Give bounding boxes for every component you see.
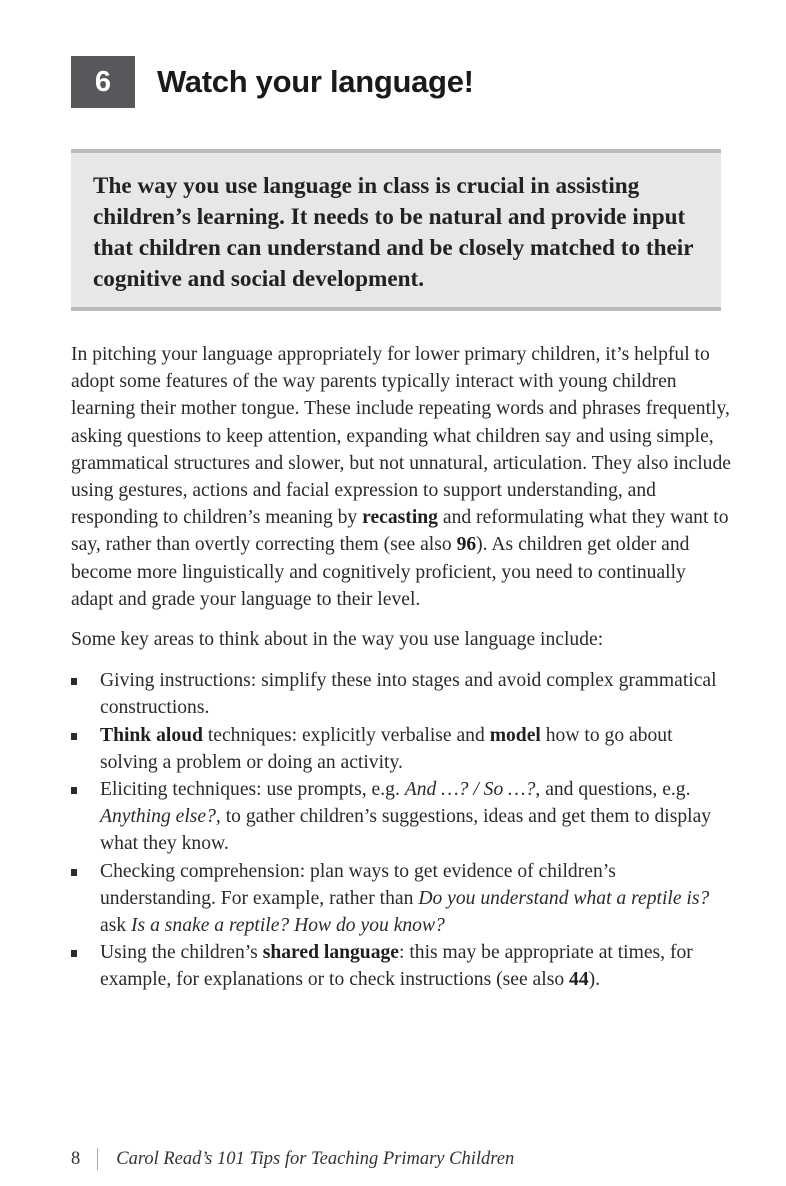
square-bullet-icon bbox=[71, 678, 77, 685]
key-areas-list bbox=[71, 667, 731, 993]
square-bullet-icon bbox=[71, 733, 77, 740]
paragraph-intro bbox=[71, 341, 731, 613]
italic-example: And …? / So …? bbox=[404, 779, 536, 801]
cross-reference: 44 bbox=[569, 969, 589, 991]
list-item bbox=[71, 722, 731, 776]
page-title: Watch your language! bbox=[157, 64, 474, 99]
italic-example: Anything else? bbox=[100, 806, 216, 828]
bold-term: model bbox=[489, 724, 541, 746]
summary-text: The way you use language in class is crucial in assisting children’s learning. It needs to be natural and provide input that children can understand and be closely matched to their cognitive and social development. bbox=[93, 173, 694, 292]
bold-term: Think aloud bbox=[100, 724, 203, 746]
text-run: In pitching your language appropriately for lower primary children, it’s helpful to adopt some features of the way parents typically interact with young children learning their mother tongue. These include repeating words and phrases frequently, asking questions to keep attention, expanding what children say and using simple, grammatical structures and slower, but not unnatural, articulation. They also include using gestures, actions and facial expression to support understanding, and responding to children’s meaning by bbox=[71, 344, 731, 529]
cross-reference: 96 bbox=[456, 534, 477, 556]
bold-term: shared language bbox=[262, 942, 399, 964]
text-run: and reformulating what they want to say, rather than overtly correcting them (see also bbox=[71, 507, 729, 556]
italic-example: Do you understand what a reptile is? bbox=[418, 887, 710, 909]
tip-number-badge: 6 bbox=[71, 56, 135, 108]
bold-term: recasting bbox=[362, 507, 438, 529]
square-bullet-icon bbox=[71, 869, 77, 876]
body-text bbox=[71, 341, 731, 994]
text-run: , and questions, e.g. bbox=[535, 779, 691, 801]
text-run: Using the children’s bbox=[100, 942, 263, 964]
page-number: 8 bbox=[71, 1148, 81, 1169]
text-run: ). bbox=[588, 969, 601, 991]
summary-box bbox=[71, 149, 721, 311]
text-run: Giving instructions: simplify these into stages and avoid complex grammatical constructions. bbox=[100, 670, 717, 719]
text-run: ). As children get older and become more linguistically and cognitively proficient, you need to continually adapt and grade your language to their level. bbox=[71, 534, 690, 610]
italic-example: Is a snake a reptile? How do you know? bbox=[131, 915, 445, 937]
list-item bbox=[71, 858, 731, 940]
text-run: Checking comprehension: plan ways to get evidence of children’s understanding. For example, rather than bbox=[100, 860, 616, 909]
text-run: how to go about solving a problem or doing an activity. bbox=[100, 724, 673, 773]
list-item bbox=[71, 939, 731, 993]
footer-divider bbox=[97, 1148, 98, 1170]
tip-header bbox=[71, 56, 474, 108]
square-bullet-icon bbox=[71, 950, 77, 957]
list-item bbox=[71, 776, 731, 858]
text-run: , to gather children’s suggestions, ideas and get them to display what they know. bbox=[100, 806, 712, 855]
paragraph-key-areas: Some key areas to think about in the way you use language include: bbox=[71, 629, 604, 651]
text-run: : this may be appropriate at times, for example, for explanations or to check instructions (see also bbox=[100, 942, 693, 991]
text-run: ask bbox=[100, 915, 132, 937]
list-item bbox=[71, 667, 731, 721]
book-title: Carol Read’s 101 Tips for Teaching Primary Children bbox=[116, 1148, 515, 1169]
page-footer bbox=[71, 1148, 514, 1170]
text-run: Eliciting techniques: use prompts, e.g. bbox=[100, 779, 405, 801]
text-run: techniques: explicitly verbalise and bbox=[202, 724, 490, 746]
square-bullet-icon bbox=[71, 787, 77, 794]
